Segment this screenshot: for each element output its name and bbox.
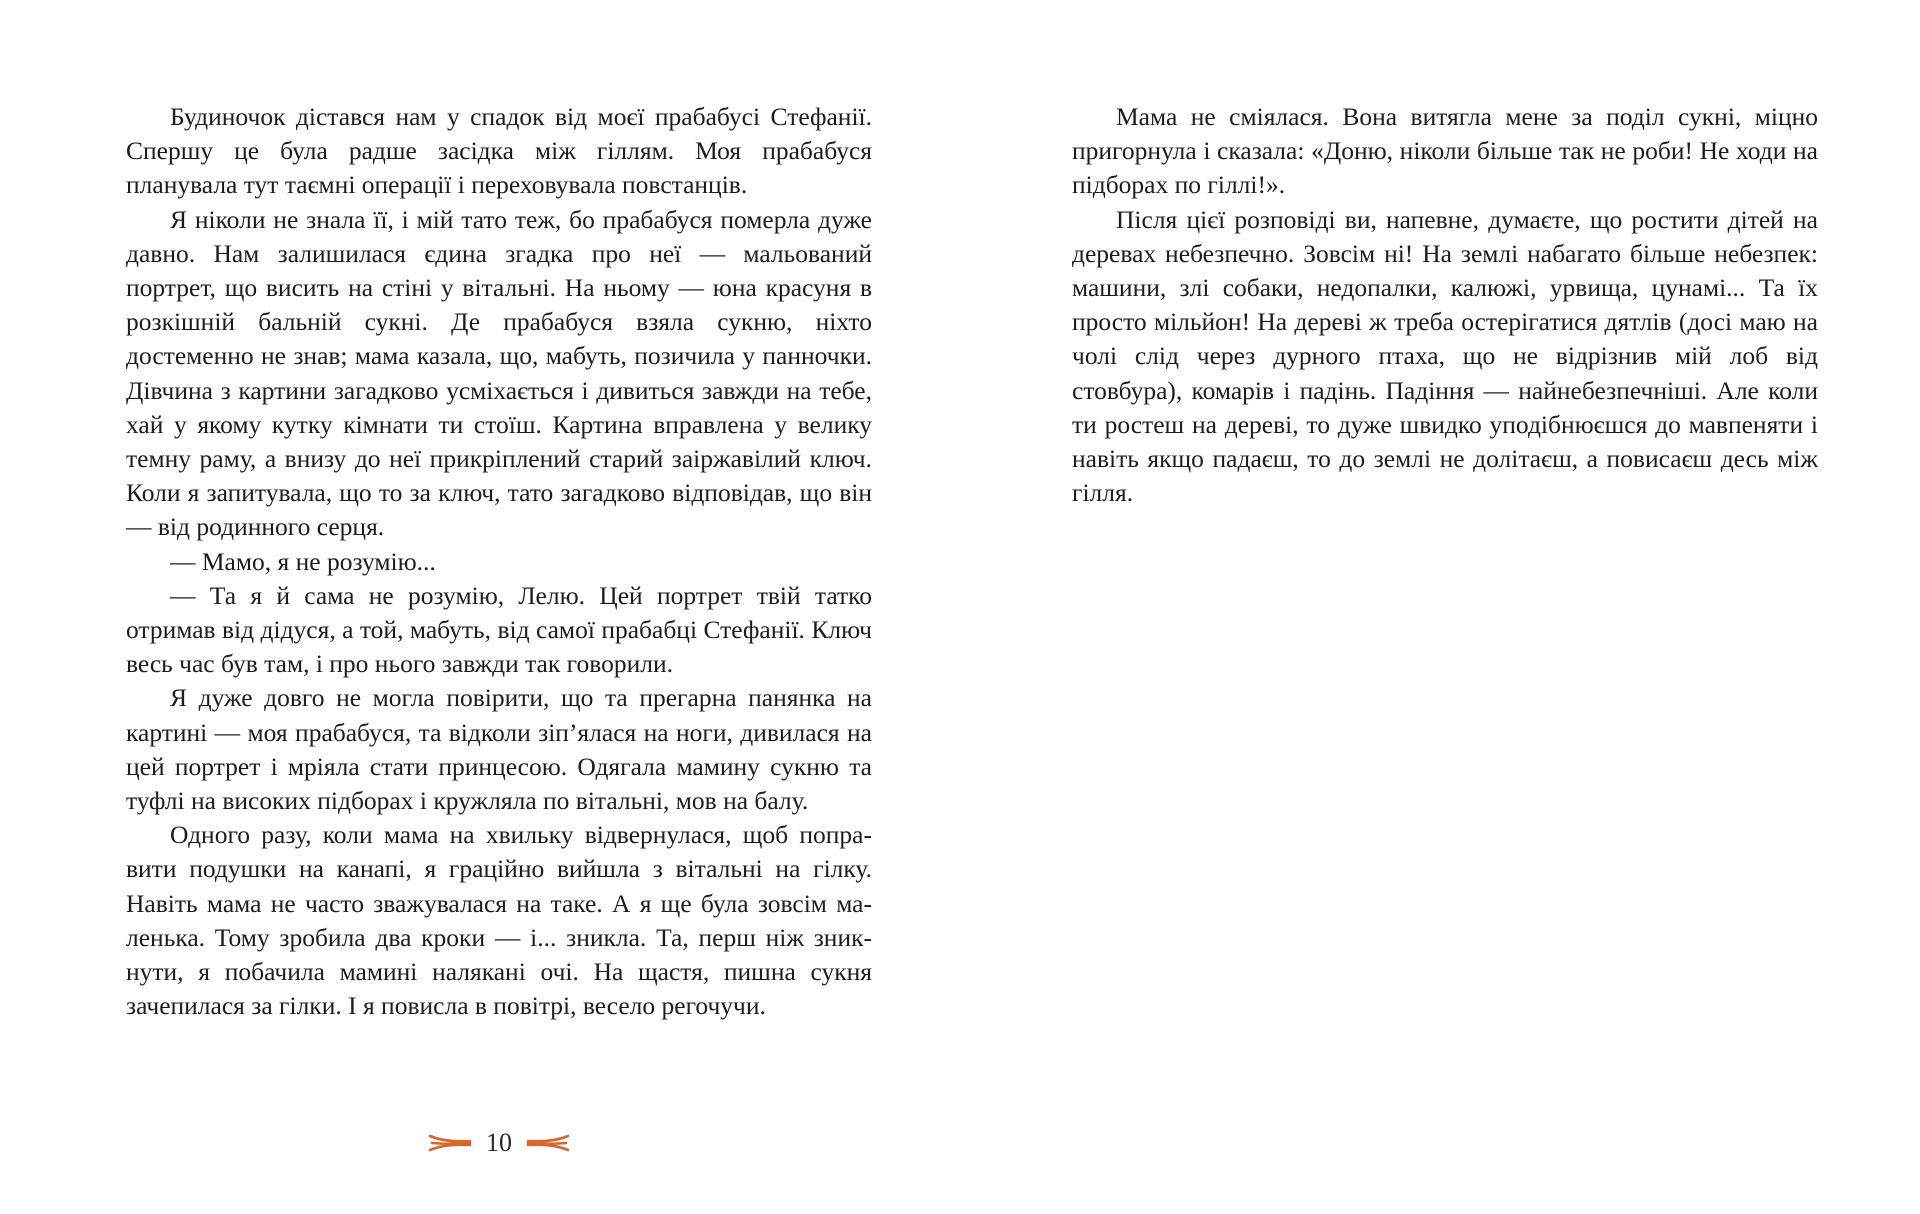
paragraph: — Мамо, я не розумію...: [170, 546, 436, 576]
page-number-footer: [126, 1128, 872, 1158]
paragraph: Мама не сміялася. Вона витягла мене за поділ сукні, міцно пригорнула і сказала: «Доню, ніколи більше так не роби! Не ходи на підборах по гіллі!».: [1072, 102, 1818, 200]
right-page: [1072, 100, 1818, 510]
paragraph: Одного разу, коли мама на хвильку відвернулася, щоб поправити подушки на канапі, я граційно вийшла з вітальні на гілку. Навіть мама не часто зважувалася на таке. А я ще була зовсім маленька. Тому зробила два кроки — і... зникла. Та, перш ніж зникнути, я побачила мамині налякані очі. На щастя, пишна сукня зачепилася за гілки. І я повисла в повітрі, весело регочучи.: [126, 820, 872, 1021]
left-page: [126, 100, 872, 1023]
paragraph: — Та я й сама не розумію, Лелю. Цей портрет твій татко отримав від дідуся, а той, мабуть, від самої прабабці Стефанії. Ключ весь час був там, і про нього завжди так говорили.: [126, 580, 872, 679]
flourish-left-icon: [428, 1132, 472, 1154]
paragraph: Я ніколи не знала її, і мій тато теж, бо прабабуся померла дуже давно. Нам залишилася єдина згадка про неї — мальований портрет, що висить на стіні у вітальні. На ньому — юна красуня в розкішній бальній сукні. Де прабабуся взяла сукню, ніхто достеменно не знав; мама казала, що, мабуть, позичила у панночки. Дівчина з картини загадково усміхається і дивиться завжди на тебе, хай у якому кутку кімнати ти стоїш. Картина вправлена у велику темну раму, а внизу до неї прикріплений старий заіржавілий ключ. Коли я запитувала, що то за ключ, тато загадково відповідав, що він — від родинного серця.: [126, 204, 872, 542]
paragraph: Я дуже довго не могла повірити, що та прегарна панянка на картині — моя прабабуся, та відколи зіп’ялася на ноги, дивилася на цей портрет і мріяла стати принцесою. Одягала мамину сукню та туфлі на високих підборах і кружляла по вітальні, мов на балу.: [126, 683, 872, 816]
paragraph: Після цієї розповіді ви, напевне, думаєте, що ростити дітей на деревах небезпечно. Зовсім ні! На землі набагато більше небезпек: машини, злі собаки, недопалки, калюжі, урвища, цунамі... Та їх просто мільйон! На дереві ж треба остерігатися дятлів (досі маю на чолі слід через дурного птаха, що не відрізнив мій лоб від стовбура), комарів і падінь. Падіння — найнебезпечніші. Але коли ти ростеш на дереві, то дуже швидко уподібнюєшся до мавпеняти і навіть якщо падаєш, то до землі не долітаєш, а повисаєш десь між гілля.: [1072, 204, 1818, 508]
flourish-right-icon: [526, 1132, 570, 1154]
paragraph: Будиночок дістався нам у спадок від моєї прабабусі Стефанії. Спершу це була радше засідка між гіллям. Моя прабабуся планувала тут таємні операції і переховувала повстанців.: [126, 102, 872, 200]
page-number: 10: [486, 1128, 512, 1157]
